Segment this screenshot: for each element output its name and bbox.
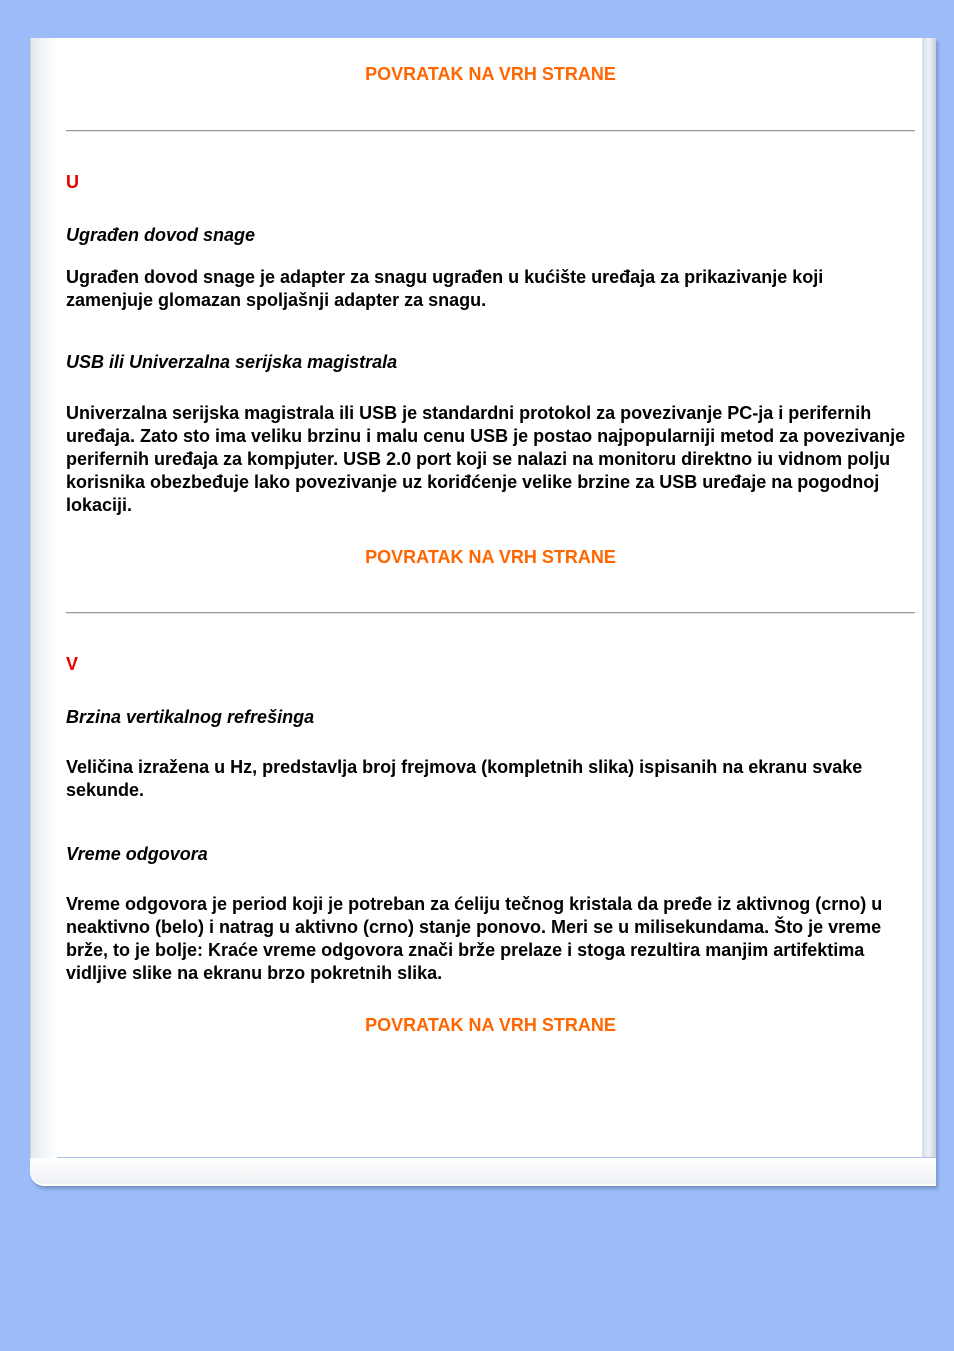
section-letter-u: U (66, 172, 79, 192)
glossary-term: Brzina vertikalnog refrešinga (66, 707, 315, 727)
glossary-definition: Univerzalna serijska magistrala ili USB je standardni protokol za povezivanje PC-ja i perifernih uređaja. Zato sto ima veliku brzinu i malu cenu USB je postao najpopularniji metod za povezivanje perifernih uređaja za kompjuter. USB 2.0 port koji se nalazi na monitoru direktno iu vidnom polju korisnika obezbeđuje lako povezivanje uz koriđćenje velike brzine za USB uređaje na pogodnoj lokaciji. (66, 403, 906, 515)
section-divider (66, 612, 915, 614)
bottom-divider (57, 1157, 936, 1158)
left-frame-bar (30, 38, 58, 1158)
glossary-definition: Vreme odgovora je period koji je potreban za ćeliju tečnog kristala da pređe iz aktivnog (crno) u neaktivno (belo) i natrag u aktivno (crno) stanje ponovo. Meri se u milisekundama. Što je vreme brže, to je bolje: Kraće vreme odgovora znači brže prelaze i stoga rezultira manjim artifektima vidljive slike na ekranu brzo pokretnih slika. (66, 894, 883, 983)
section-divider (66, 130, 915, 132)
glossary-term: Ugrađen dovod snage (66, 225, 256, 245)
back-to-top-link[interactable]: POVRATAK NA VRH STRANE (365, 1015, 616, 1035)
glossary-term: USB ili Univerzalna serijska magistrala (66, 352, 398, 372)
glossary-definition: Veličina izražena u Hz, predstavlja broj frejmova (kompletnih slika) ispisanih na ekranu svake sekunde. (66, 757, 863, 800)
section-letter-v: V (66, 654, 79, 674)
right-scrollbar[interactable] (922, 38, 936, 1158)
back-to-top-link[interactable]: POVRATAK NA VRH STRANE (365, 64, 616, 84)
back-to-top-link[interactable]: POVRATAK NA VRH STRANE (365, 547, 616, 567)
bottom-frame-edge (30, 1158, 936, 1184)
glossary-definition: Ugrađen dovod snage je adapter za snagu ugrađen u kućište uređaja za prikazivanje koji zamenjuje glomazan spoljašnji adapter za snagu. (66, 267, 824, 310)
glossary-term: Vreme odgovora (66, 844, 208, 864)
